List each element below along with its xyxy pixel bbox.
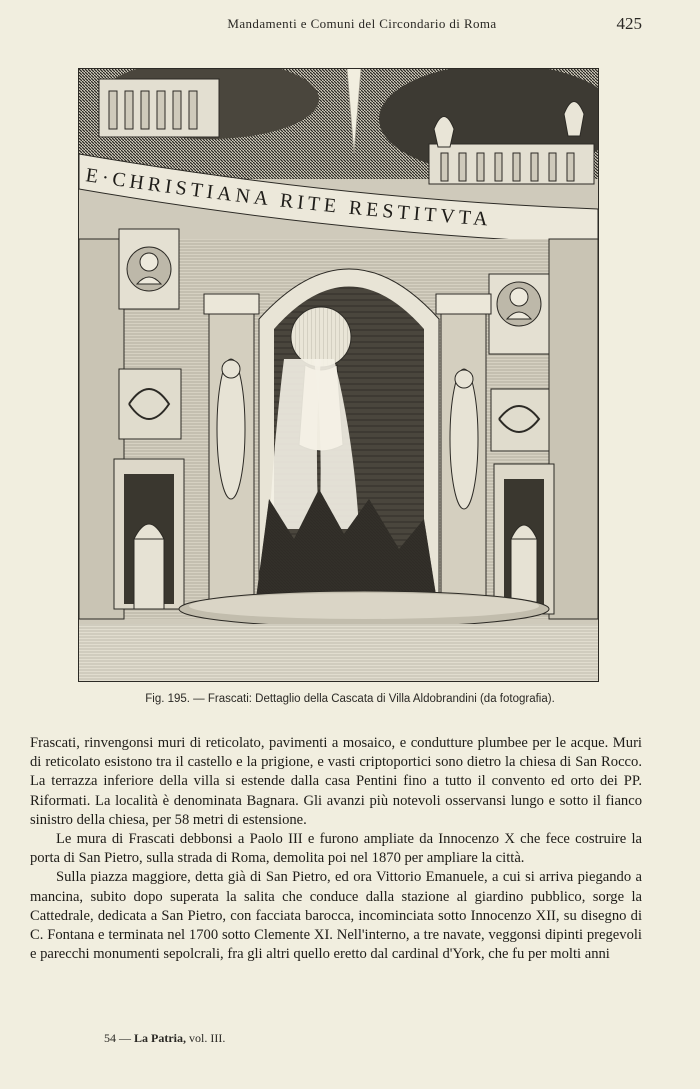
engraving-illustration [79,69,598,681]
page-footer [104,1031,225,1046]
engraving-figure [78,68,599,682]
figure-caption: Fig. 195. — Frascati: Dettaglio della Cascata di Villa Aldobrandini (da fotografia). [145,693,555,705]
page-header [82,16,642,36]
paragraph: Le mura di Frascati debbonsi a Paolo III e furono ampliate da Innocenzo X che fece costruire la porta di San Pietro, sulla strada di Roma, demolita poi nel 1870 per ampliare la città. [30,831,642,867]
footer-publication-title: La Patria, [134,1031,186,1045]
paragraph: Frascati, rinvengonsi muri di reticolato, pavimenti a mosaico, e condutture plumbee per le acque. Muri di reticolato esistono tra il castello e la prigione, e vasti criptoportici sono dietro la chiesa di San Rocco. La terrazza inferiore della villa si estende dalla casa Pentini fino a tutto il convento ed orto dei PP. Riformati. La località è denominata Bagnara. Gli avanzi più notevoli osservansi lungo e sotto il fianco sinistro della chiesa, per 58 metri di estensione. [30,735,642,828]
frieze-inscription: E·CHRISTIANA RITE RESTITVTA [84,164,493,231]
footer-signature: 54 — [104,1031,131,1045]
running-head: Mandamenti e Comuni del Circondario di Roma [227,16,497,31]
page-number: 425 [616,14,642,33]
body-text [30,734,642,964]
footer-volume: vol. III. [189,1031,226,1045]
paragraph: Sulla piazza maggiore, detta già di San Pietro, ed ora Vittorio Emanuele, a cui si arriva piegando a mancina, subito dopo superata la salita che conduce dalla stazione al giardino pubblico, sorge la Cattedrale, dedicata a San Pietro, con facciata barocca, incominciata sotto Innocenzo XII, su disegno di C. Fontana e terminata nel 1700 sotto Clemente XI. Nell'interno, a tre navate, veggonsi dipinti pregevoli e parecchi monumenti sepolcrali, fra gli altri quello eretto dal cardinal d'York, che fu per molti anni [30,869,642,963]
